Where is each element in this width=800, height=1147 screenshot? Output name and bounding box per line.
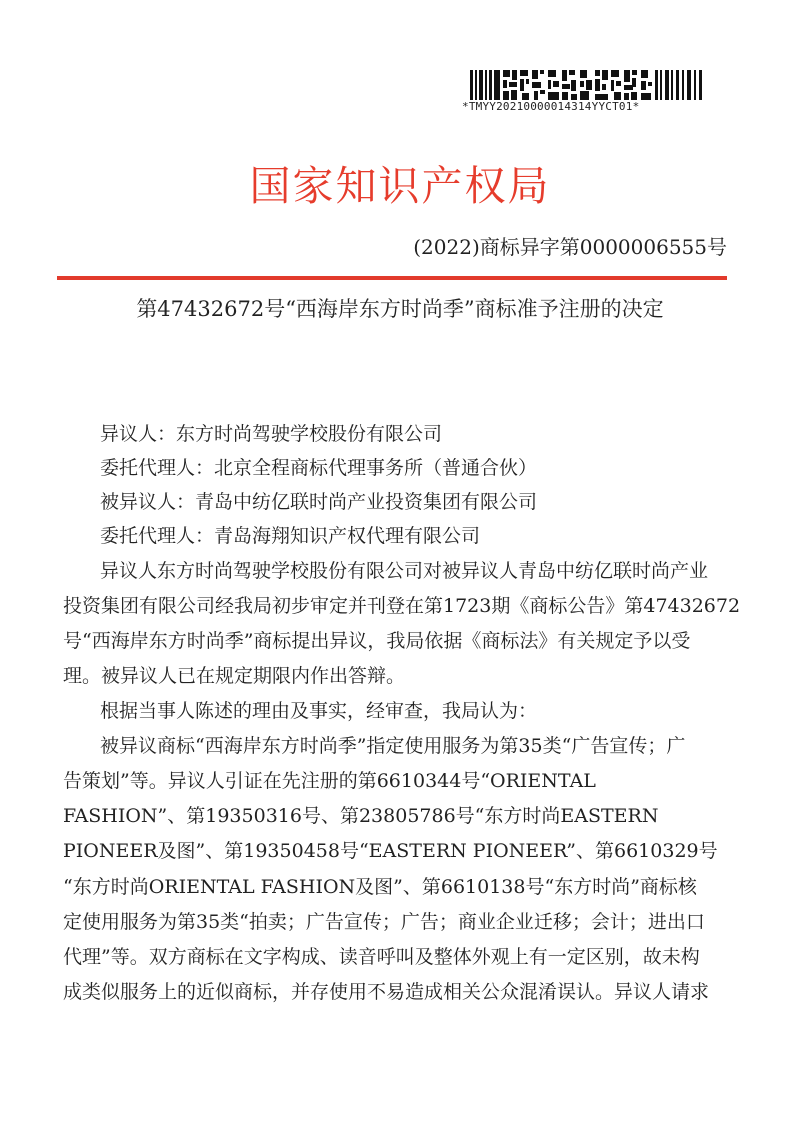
barcode-image [470,70,705,100]
body-line: 号“西海岸东方时尚季”商标提出异议，我局依据《商标法》有关规定予以受 [63,630,691,652]
barcode-code: *TMYY20210000014314YYCT01* [462,100,640,113]
red-divider [57,276,727,280]
body-line: 异议人东方时尚驾驶学校股份有限公司对被异议人青岛中纺亿联时尚产业 [100,560,709,582]
party-opponent: 异议人：东方时尚驾驶学校股份有限公司 [100,423,443,445]
barcode-block [462,70,718,113]
organization-title: 国家知识产权局 [249,162,551,210]
party-respondent: 被异议人：青岛中纺亿联时尚产业投资集团有限公司 [100,491,538,513]
body-line: PIONEER及图”、第19350458号“EASTERN PIONEER”、第6610329号 [63,840,718,862]
body-line: 成类似服务上的近似商标，并存使用不易造成相关公众混淆误认。异议人请求 [63,981,710,1003]
body-line: 被异议商标“西海岸东方时尚季”指定使用服务为第35类“广告宣传；广 [100,735,686,757]
body-line: 告策划”等。异议人引证在先注册的第6610344号“ORIENTAL [63,770,596,792]
body-line: “东方时尚ORIENTAL FASHION及图”、第6610138号“东方时尚”商标核 [63,876,697,898]
body-line: 代理”等。双方商标在文字构成、读音呼叫及整体外观上有一定区别，故未构 [63,946,700,968]
decision-title: 第47432672号“西海岸东方时尚季”商标准予注册的决定 [136,297,664,321]
party-respondent-agent: 委托代理人：青岛海翔知识产权代理有限公司 [100,525,481,547]
body-line: FASHION”、第19350316号、第23805786号“东方时尚EASTERN [63,805,659,827]
document-number: (2022)商标异字第0000006555号 [413,235,727,259]
body-line: 投资集团有限公司经我局初步审定并刊登在第1723期《商标公告》第47432672 [63,595,741,617]
body-line: 理。被异议人已在规定期限内作出答辩。 [63,665,406,687]
body-line: 定使用服务为第35类“拍卖；广告宣传；广告；商业企业迁移；会计；进出口 [63,911,705,933]
party-opponent-agent: 委托代理人：北京全程商标代理事务所（普通合伙） [100,457,538,479]
body-line: 根据当事人陈述的理由及事实，经审查，我局认为： [100,700,538,722]
